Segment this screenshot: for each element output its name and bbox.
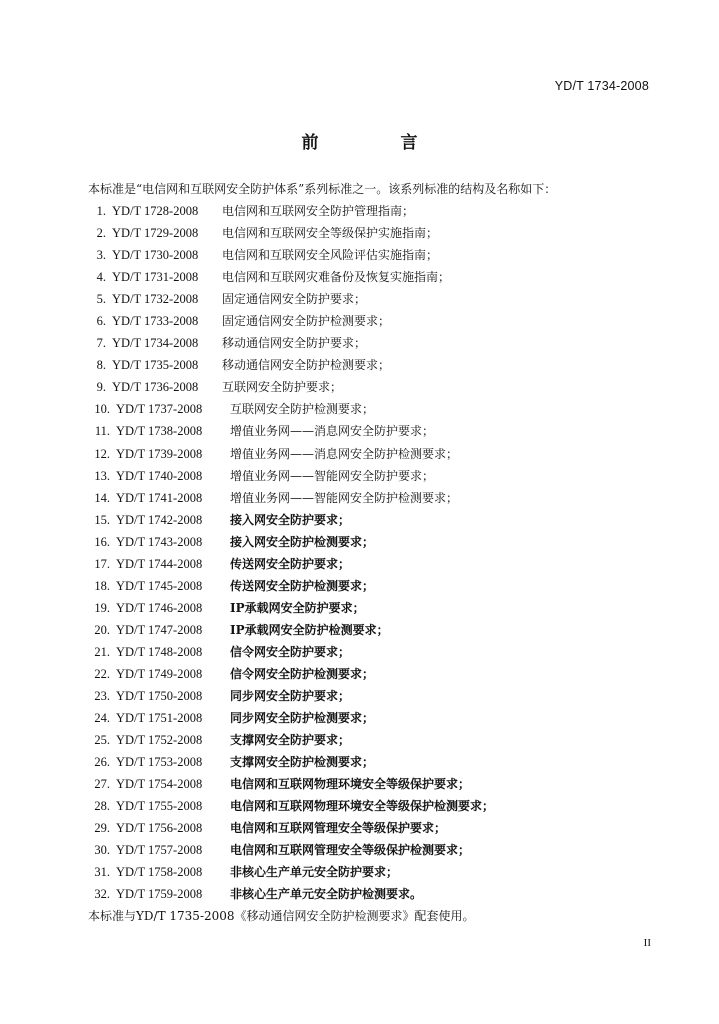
list-item bbox=[80, 553, 680, 575]
item-number: 18. bbox=[94, 578, 110, 593]
item-number: 14. bbox=[94, 490, 110, 505]
item-number: 13. bbox=[94, 468, 110, 483]
standard-name: 电信网和互联网安全风险评估实施指南； bbox=[222, 248, 439, 263]
standard-code: YD/T 1729-2008 bbox=[112, 226, 199, 241]
item-number: 3. bbox=[96, 248, 106, 263]
item-number: 7. bbox=[96, 336, 106, 351]
list-item bbox=[80, 487, 680, 509]
standard-name: 电信网和互联网安全等级保护实施指南； bbox=[222, 226, 439, 241]
item-number: 6. bbox=[96, 314, 106, 329]
standard-name: 移动通信网安全防护检测要求； bbox=[222, 358, 391, 373]
standard-code: YD/T 1753-2008 bbox=[116, 755, 203, 770]
list-item bbox=[80, 597, 680, 619]
standard-code: YD/T 1737-2008 bbox=[116, 402, 203, 417]
standard-code: YD/T 1757-2008 bbox=[116, 843, 203, 858]
standard-code: YD/T 1756-2008 bbox=[116, 821, 203, 836]
standard-name: 电信网和互联网管理安全等级保护要求； bbox=[230, 821, 447, 836]
item-number: 27. bbox=[94, 777, 110, 792]
standard-code: YD/T 1751-2008 bbox=[116, 711, 203, 726]
list-item bbox=[80, 266, 680, 288]
item-number: 24. bbox=[94, 711, 110, 726]
item-number: 17. bbox=[94, 556, 110, 571]
standard-code: YD/T 1728-2008 bbox=[112, 204, 199, 218]
standard-code: YD/T 1735-2008 bbox=[112, 358, 199, 373]
list-item bbox=[80, 310, 680, 332]
list-item bbox=[80, 707, 680, 729]
item-number: 30. bbox=[94, 843, 110, 858]
list-item bbox=[80, 641, 680, 663]
list-item bbox=[80, 729, 680, 751]
item-number: 2. bbox=[96, 226, 106, 241]
list-item bbox=[80, 795, 680, 817]
standard-name: 固定通信网安全防护检测要求； bbox=[222, 314, 391, 329]
list-item bbox=[80, 509, 680, 531]
standard-name: 同步网安全防护要求； bbox=[230, 689, 351, 704]
standard-code: YD/T 1738-2008 bbox=[116, 424, 203, 439]
list-item bbox=[80, 883, 680, 905]
standard-code: YD/T 1739-2008 bbox=[116, 446, 203, 461]
standard-name: 电信网和互联网灾难备份及恢复实施指南； bbox=[222, 270, 451, 285]
standard-code: YD/T 1746-2008 bbox=[116, 600, 203, 615]
list-item bbox=[80, 443, 680, 465]
item-number: 16. bbox=[94, 534, 110, 549]
standard-code: YD/T 1743-2008 bbox=[116, 534, 203, 549]
standard-name: 增值业务网——智能网安全防护检测要求； bbox=[230, 490, 459, 505]
standard-name: 传送网安全防护检测要求； bbox=[230, 578, 375, 593]
standard-code: YD/T 1745-2008 bbox=[116, 578, 203, 593]
standard-code: YD/T 1733-2008 bbox=[112, 314, 199, 329]
item-number: 29. bbox=[94, 821, 110, 836]
list-item bbox=[80, 663, 680, 685]
list-item bbox=[80, 420, 680, 442]
standard-name: IP承载网安全防护要求； bbox=[230, 600, 365, 615]
intro-paragraph: 本标准是“电信网和互联网安全防护体系”系列标准之一。该系列标准的结构及名称如下： bbox=[88, 182, 557, 196]
list-item bbox=[80, 222, 680, 244]
item-number: 8. bbox=[96, 358, 106, 373]
standard-name: 互联网安全防护检测要求； bbox=[230, 402, 375, 417]
item-number: 4. bbox=[96, 270, 106, 285]
standard-code: YD/T 1741-2008 bbox=[116, 490, 203, 505]
standard-name: IP承载网安全防护检测要求； bbox=[230, 622, 389, 637]
standard-name: 接入网安全防护检测要求； bbox=[230, 534, 375, 549]
list-item bbox=[80, 773, 680, 795]
standard-code: YD/T 1749-2008 bbox=[116, 666, 203, 681]
standards-list bbox=[80, 200, 680, 906]
standard-name: 移动通信网安全防护要求； bbox=[222, 336, 367, 351]
list-item bbox=[80, 861, 680, 883]
standard-code: YD/T 1740-2008 bbox=[116, 468, 203, 483]
standard-name: 增值业务网——消息网安全防护检测要求； bbox=[230, 446, 459, 461]
list-item bbox=[80, 465, 680, 487]
list-item bbox=[80, 332, 680, 354]
standard-name: 电信网和互联网物理环境安全等级保护要求； bbox=[230, 777, 471, 792]
standard-name: 电信网和互联网物理环境安全等级保护检测要求； bbox=[230, 799, 495, 814]
standard-name: 电信网和互联网安全防护管理指南； bbox=[222, 204, 415, 218]
list-item bbox=[80, 575, 680, 597]
standard-code: YD/T 1732-2008 bbox=[112, 292, 199, 307]
list-item bbox=[80, 531, 680, 553]
list-item bbox=[80, 398, 680, 420]
standard-name: 信令网安全防护要求； bbox=[230, 644, 351, 659]
standard-code: YD/T 1742-2008 bbox=[116, 512, 203, 527]
list-item bbox=[80, 817, 680, 839]
standard-name: 增值业务网——消息网安全防护要求； bbox=[230, 424, 435, 439]
list-item bbox=[80, 244, 680, 266]
document-code: YD/T 1734-2008 bbox=[554, 79, 649, 93]
item-number: 12. bbox=[94, 446, 110, 461]
standard-name: 非核心生产单元安全防护检测要求。 bbox=[230, 887, 423, 902]
list-item bbox=[80, 619, 680, 641]
item-number: 15. bbox=[94, 512, 110, 527]
standard-name: 非核心生产单元安全防护要求； bbox=[230, 865, 399, 880]
page-title: 前 言 bbox=[301, 133, 456, 153]
list-item bbox=[80, 751, 680, 773]
standard-code: YD/T 1747-2008 bbox=[116, 622, 203, 637]
standard-code: YD/T 1730-2008 bbox=[112, 248, 199, 263]
list-item bbox=[80, 839, 680, 861]
standard-code: YD/T 1755-2008 bbox=[116, 799, 203, 814]
item-number: 11. bbox=[94, 424, 110, 439]
standard-code: YD/T 1759-2008 bbox=[116, 887, 203, 902]
item-number: 25. bbox=[94, 733, 110, 748]
standard-code: YD/T 1754-2008 bbox=[116, 777, 203, 792]
standard-code: YD/T 1736-2008 bbox=[112, 380, 199, 395]
standard-name: 互联网安全防护要求； bbox=[222, 380, 343, 395]
list-item bbox=[80, 200, 680, 222]
item-number: 9. bbox=[96, 380, 106, 395]
standard-code: YD/T 1734-2008 bbox=[112, 336, 199, 351]
standard-code: YD/T 1758-2008 bbox=[116, 865, 203, 880]
page-number: II bbox=[643, 937, 651, 949]
item-number: 28. bbox=[94, 799, 110, 814]
list-item bbox=[80, 376, 680, 398]
item-number: 31. bbox=[94, 865, 110, 880]
list-item bbox=[80, 288, 680, 310]
standard-name: 同步网安全防护检测要求； bbox=[230, 711, 375, 726]
standard-name: 信令网安全防护检测要求； bbox=[230, 666, 375, 681]
standard-name: 增值业务网——智能网安全防护要求； bbox=[230, 468, 435, 483]
standard-name: 电信网和互联网管理安全等级保护检测要求； bbox=[230, 843, 471, 858]
item-number: 22. bbox=[94, 666, 110, 681]
list-item bbox=[80, 354, 680, 376]
item-number: 5. bbox=[96, 292, 106, 307]
item-number: 21. bbox=[94, 644, 110, 659]
item-number: 20. bbox=[94, 622, 110, 637]
item-number: 32. bbox=[94, 887, 110, 902]
item-number: 23. bbox=[94, 689, 110, 704]
standard-code: YD/T 1744-2008 bbox=[116, 556, 203, 571]
standard-code: YD/T 1750-2008 bbox=[116, 689, 203, 704]
standard-name: 固定通信网安全防护要求； bbox=[222, 292, 367, 307]
item-number: 19. bbox=[94, 600, 110, 615]
standard-name: 支撑网安全防护检测要求； bbox=[230, 755, 375, 770]
item-number: 1. bbox=[96, 204, 106, 218]
standard-name: 支撑网安全防护要求； bbox=[230, 733, 351, 748]
standard-code: YD/T 1731-2008 bbox=[112, 270, 199, 285]
standard-name: 传送网安全防护要求； bbox=[230, 556, 351, 571]
standard-code: YD/T 1748-2008 bbox=[116, 644, 203, 659]
standard-name: 接入网安全防护要求； bbox=[230, 512, 351, 527]
list-item bbox=[80, 685, 680, 707]
footer-note: 本标准与YD/T 1735-2008《移动通信网安全防护检测要求》配套使用。 bbox=[88, 909, 475, 923]
item-number: 10. bbox=[94, 402, 110, 417]
item-number: 26. bbox=[94, 755, 110, 770]
standard-code: YD/T 1752-2008 bbox=[116, 733, 203, 748]
